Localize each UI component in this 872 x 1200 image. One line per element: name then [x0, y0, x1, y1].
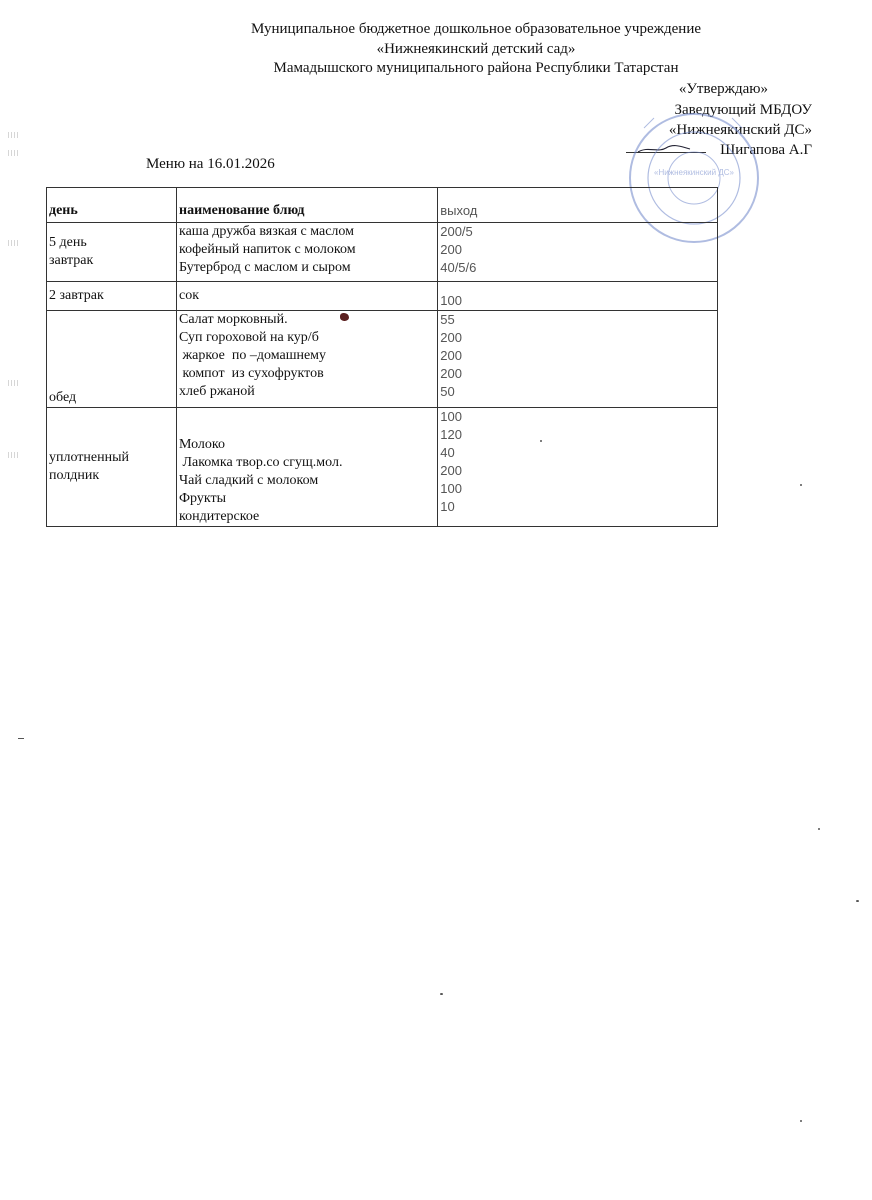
- scan-artifact: [8, 150, 18, 156]
- meal-cell: [47, 311, 177, 408]
- yield-value: 50: [440, 384, 455, 399]
- scan-artifact: [8, 240, 18, 246]
- dish-item: Молоко: [179, 437, 225, 452]
- dish-item: кофейный напиток с молоком: [179, 242, 356, 257]
- scan-artifact: [8, 380, 18, 386]
- org-name-line3: Мамадышского муниципального района Республики Татарстан: [273, 60, 679, 76]
- meal-cell: [47, 282, 177, 311]
- org-name-line2: «Нижнеякинский детский сад»: [376, 41, 576, 57]
- col-header-day: день: [47, 188, 177, 223]
- meal-label: 5 день: [49, 235, 87, 250]
- meal-label: уплотненный: [49, 450, 130, 465]
- scan-artifact: [8, 452, 18, 458]
- scan-speck: [440, 993, 443, 995]
- dish-item: Суп гороховой на кур/б: [179, 330, 319, 345]
- yield-value: 100: [440, 409, 462, 424]
- table-row: [47, 311, 718, 408]
- yield-value: 55: [440, 312, 455, 327]
- yield-value: 100: [440, 293, 462, 308]
- meal-label: полдник: [49, 468, 100, 483]
- yields-cell: [438, 282, 718, 311]
- scan-speck: [800, 1120, 802, 1122]
- yield-value: 200: [440, 366, 462, 381]
- org-name-line1: Муниципальное бюджетное дошкольное образовательное учреждение: [251, 21, 701, 37]
- dish-item: Фрукты: [179, 491, 227, 506]
- table-row: [47, 282, 718, 311]
- dish-item: сок: [179, 288, 200, 303]
- dish-item: жаркое по –домашнему: [179, 348, 327, 363]
- yield-value: 200: [440, 348, 462, 363]
- yield-value: 200: [440, 330, 462, 345]
- yield-value: 120: [440, 427, 462, 442]
- dishes-cell: [177, 408, 438, 527]
- table-header-row: [47, 188, 718, 223]
- dishes-cell: [177, 223, 438, 282]
- scan-speck: [18, 738, 24, 739]
- table-row: [47, 223, 718, 282]
- table-row: [47, 408, 718, 527]
- yield-value: 200: [440, 463, 462, 478]
- dish-item: каша дружба вязкая с маслом: [179, 224, 354, 239]
- yields-cell: [438, 311, 718, 408]
- dishes-cell: [177, 311, 438, 408]
- col-header-yield: выход: [438, 188, 718, 223]
- menu-title: Меню на 16.01.2026: [146, 156, 275, 172]
- dish-item: компот из сухофруктов: [179, 366, 324, 381]
- yield-value: 100: [440, 481, 462, 496]
- dish-item: хлеб ржаной: [179, 384, 255, 399]
- meal-label: 2 завтрак: [49, 288, 104, 303]
- approval-label: «Утверждаю»: [678, 81, 768, 97]
- scan-speck: [540, 440, 542, 442]
- yield-value: 40: [440, 445, 455, 460]
- approval-org: «Нижнеякинский ДС»: [668, 122, 812, 138]
- meal-label: завтрак: [49, 253, 94, 268]
- yield-value: 10: [440, 499, 455, 514]
- yield-value: 200: [440, 242, 462, 257]
- dish-item: Бутерброд с маслом и сыром: [179, 260, 351, 275]
- stamp-text: «Нижнеякинский ДС»: [654, 168, 734, 177]
- scan-speck: [856, 900, 859, 902]
- yields-cell: [438, 408, 718, 527]
- approval-position: Заведующий МБДОУ: [674, 102, 812, 118]
- dish-item: Салат морковный.: [179, 312, 288, 327]
- yield-value: 200/5: [440, 224, 473, 239]
- dish-item: кондитерское: [179, 509, 260, 524]
- scan-speck: [818, 828, 820, 830]
- ink-blot: [340, 313, 349, 321]
- yield-value: 40/5/6: [440, 260, 477, 275]
- dish-item: Чай сладкий с молоком: [179, 473, 319, 488]
- meal-label: обед: [49, 390, 77, 405]
- scan-artifact: [8, 132, 18, 138]
- menu-table: [46, 187, 718, 527]
- meal-cell: [47, 223, 177, 282]
- meal-cell: [47, 408, 177, 527]
- scan-speck: [800, 484, 802, 486]
- col-header-dish: наименование блюд: [177, 188, 438, 223]
- dishes-cell: [177, 282, 438, 311]
- yields-cell: [438, 223, 718, 282]
- dish-item: Лакомка твор.со сгущ.мол.: [179, 455, 343, 470]
- approval-signatory: Шигапова А.Г: [720, 142, 812, 158]
